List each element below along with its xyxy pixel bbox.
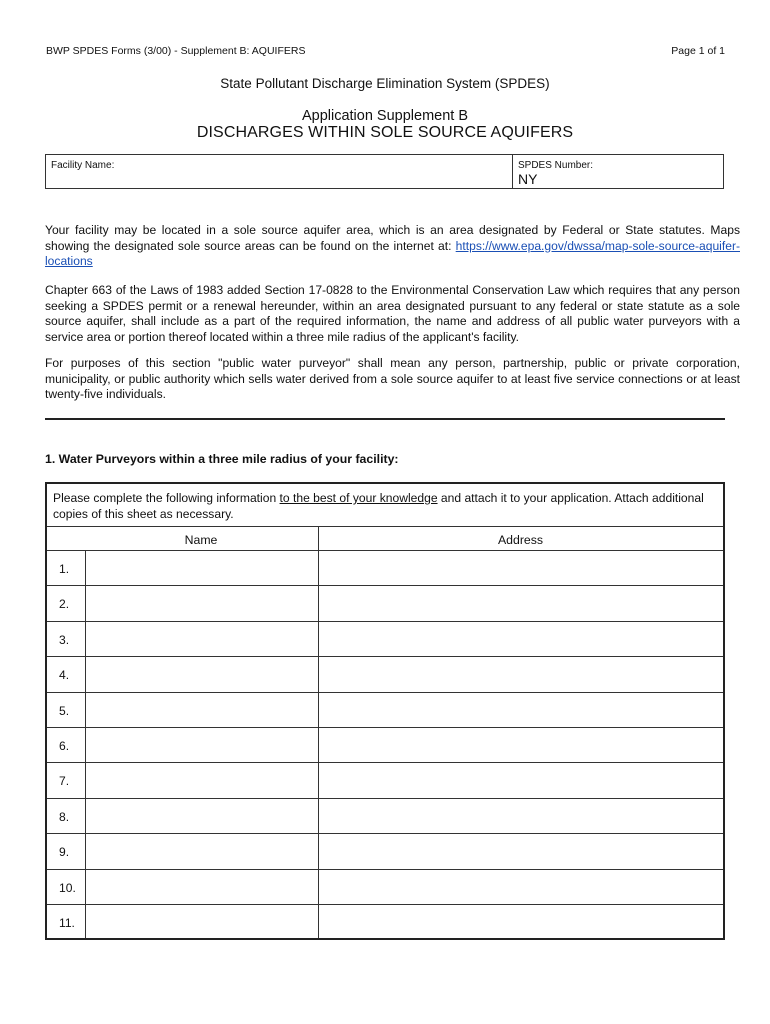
table-row xyxy=(47,762,723,798)
instr-text-a: Please complete the following information xyxy=(53,491,280,505)
supplement-title: Application Supplement B xyxy=(301,108,469,124)
row-number: 3. xyxy=(59,632,70,647)
address-cell[interactable] xyxy=(319,728,723,763)
address-cell[interactable] xyxy=(319,551,723,586)
law-paragraph: Chapter 663 of the Laws of 1983 added Section 17-0828 to the Environmental Conservation Law which requires that any person seeking a SPDES permit or a renewal hereunder, within an area designated pursuant to any federal or state statute as a sole source aquifer, shall include as a part of the required information, the name and address of all public water purveyors with a service area or portion thereof located within a three mile radius of the applicant's facility. xyxy=(45,283,740,344)
address-cell[interactable] xyxy=(319,693,723,728)
table-row xyxy=(47,692,723,728)
page-title: DISCHARGES WITHIN SOLE SOURCE AQUIFERS xyxy=(196,124,574,141)
table-row xyxy=(47,585,723,621)
spdes-number-value: NY xyxy=(518,171,538,187)
intro-text: Your facility may be located in a sole source aquifer area, which is an area designated by Federal or State statutes. Maps showing the designated sole source areas can be found on the internet at: xyxy=(45,223,740,253)
row-number: 4. xyxy=(59,668,70,683)
epa-map-link[interactable]: https://www.epa.gov/dwssa/map-sole-source-aquifer-locations xyxy=(45,238,740,268)
facility-name-field[interactable] xyxy=(46,155,513,188)
table-header-row xyxy=(47,526,723,551)
instr-text-b: and attach it to your application. Attach additional copies of this sheet as necessary. xyxy=(53,491,704,521)
row-number: 5. xyxy=(59,703,70,718)
address-cell[interactable] xyxy=(319,870,723,905)
table-row xyxy=(47,550,723,586)
facility-info-box xyxy=(45,154,724,189)
table-row xyxy=(47,727,723,763)
name-cell[interactable] xyxy=(85,657,318,692)
address-cell[interactable] xyxy=(319,834,723,869)
name-cell[interactable] xyxy=(85,622,318,657)
table-row xyxy=(47,656,723,692)
name-cell[interactable] xyxy=(85,693,318,728)
row-number: 7. xyxy=(59,774,70,789)
name-cell[interactable] xyxy=(85,834,318,869)
name-cell[interactable] xyxy=(85,905,318,940)
name-cell[interactable] xyxy=(85,728,318,763)
row-number: 11. xyxy=(59,916,75,930)
section-1-title: 1. Water Purveyors within a three mile radius of your facility: xyxy=(45,452,399,466)
column-header-address: Address xyxy=(497,533,544,547)
definition-paragraph: For purposes of this section "public water purveyor" shall mean any person, partnership, public or private corporation, municipality, or public authority which sells water derived from a sole source aquifer to at least five service connections or at least twenty-five individuals. xyxy=(45,356,740,401)
table-instructions xyxy=(53,491,713,522)
name-cell[interactable] xyxy=(85,551,318,586)
spdes-number-field[interactable] xyxy=(513,155,723,188)
row-number: 8. xyxy=(59,809,70,824)
table-row xyxy=(47,798,723,834)
address-cell[interactable] xyxy=(319,657,723,692)
table-row xyxy=(47,621,723,657)
row-number: 1. xyxy=(59,562,70,576)
page-number: Page 1 of 1 xyxy=(671,45,725,57)
table-row xyxy=(47,869,723,905)
name-cell[interactable] xyxy=(85,586,318,621)
purveyor-table xyxy=(45,482,725,940)
row-number: 10. xyxy=(59,880,76,895)
section-divider xyxy=(45,418,725,420)
row-number: 9. xyxy=(59,845,70,860)
form-header-title: BWP SPDES Forms (3/00) - Supplement B: AQUIFERS xyxy=(46,45,306,57)
intro-paragraph xyxy=(45,223,740,270)
address-cell[interactable] xyxy=(319,799,723,834)
name-cell[interactable] xyxy=(85,799,318,834)
row-number: 6. xyxy=(59,739,70,753)
spdes-number-label: SPDES Number: xyxy=(518,160,594,171)
name-cell[interactable] xyxy=(85,763,318,798)
address-cell[interactable] xyxy=(319,763,723,798)
name-cell[interactable] xyxy=(85,870,318,905)
address-cell[interactable] xyxy=(319,905,723,940)
column-header-name: Name xyxy=(184,533,218,547)
facility-name-label: Facility Name: xyxy=(51,160,115,171)
address-cell[interactable] xyxy=(319,622,723,657)
table-row xyxy=(47,904,723,940)
instr-text-underlined: to the best of your knowledge xyxy=(279,491,438,505)
address-cell[interactable] xyxy=(319,586,723,621)
row-number: 2. xyxy=(59,597,70,612)
table-row xyxy=(47,833,723,869)
program-title: State Pollutant Discharge Elimination System (SPDES) xyxy=(220,76,550,91)
